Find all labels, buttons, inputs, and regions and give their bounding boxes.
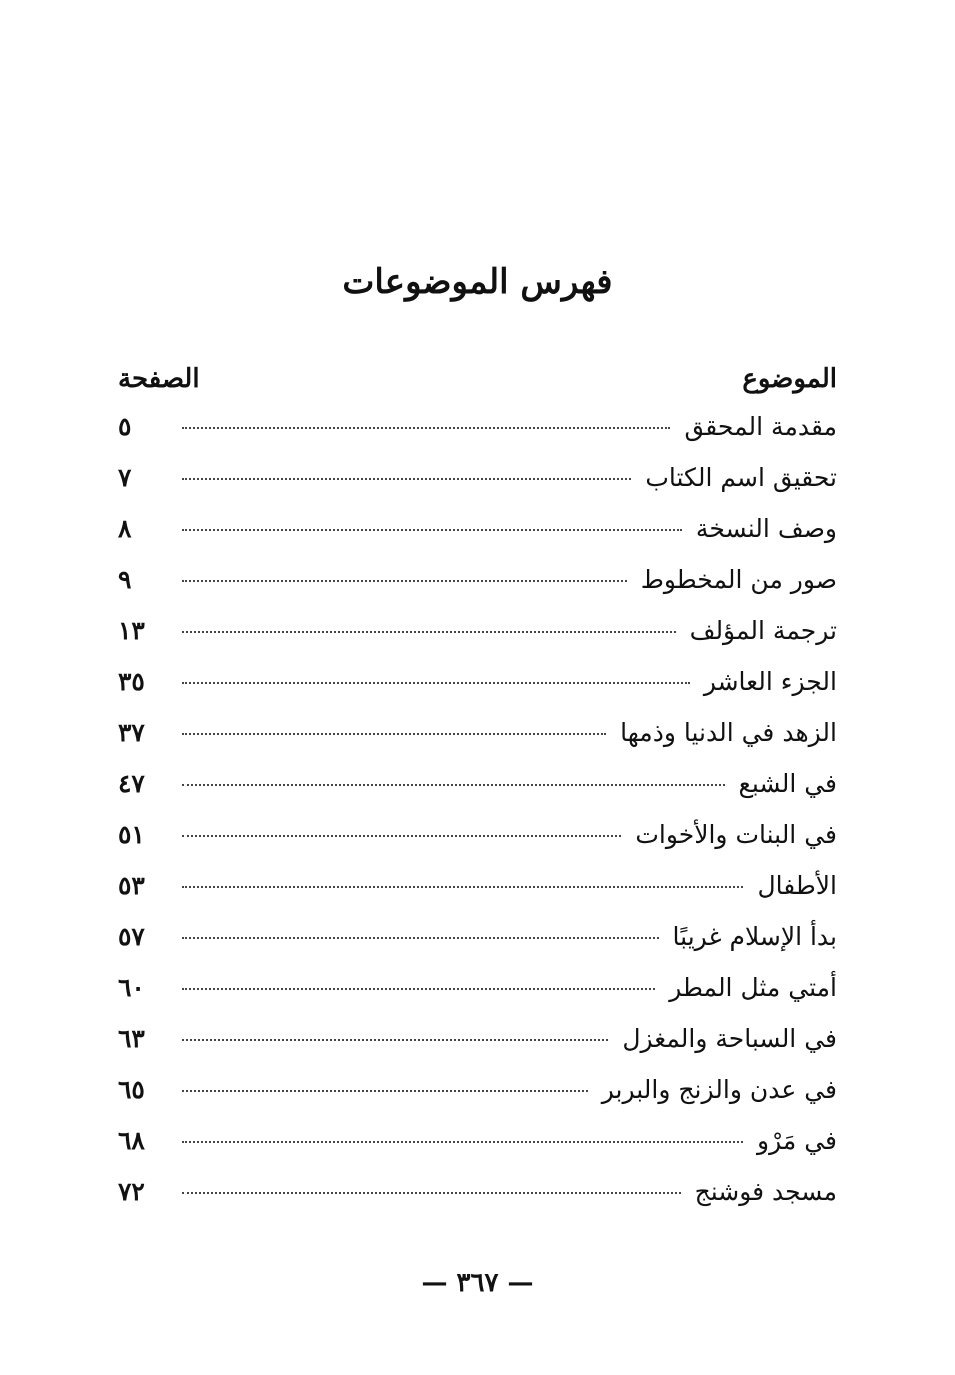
toc-entry-page: ٣٥ — [118, 667, 145, 696]
dot-leader — [182, 1192, 681, 1194]
toc-entry-page: ٦٨ — [118, 1126, 145, 1155]
dot-leader — [182, 784, 725, 786]
toc-entry-page: ٥٣ — [118, 871, 145, 900]
dot-leader — [182, 937, 659, 939]
dot-leader — [182, 580, 627, 582]
toc-entry-topic: في الشبع — [738, 769, 837, 798]
toc-entry-topic: صور من المخطوط — [640, 565, 837, 594]
toc-entry-page: ٥٧ — [118, 922, 145, 951]
toc-entry — [118, 1177, 837, 1228]
toc-entry-page: ٨ — [118, 514, 132, 543]
toc-entry-page: ٦٥ — [118, 1075, 145, 1104]
topic-column-header: الموضوع — [742, 364, 837, 394]
toc-entry-page: ٥١ — [118, 820, 145, 849]
toc-entry — [118, 514, 837, 565]
toc-entry — [118, 565, 837, 616]
page-number-footer — [0, 1268, 955, 1298]
toc-entry-topic: في مَرْو — [757, 1126, 837, 1155]
dot-leader — [182, 682, 690, 684]
toc-entry-page: ٧٢ — [118, 1177, 145, 1206]
dot-leader — [182, 733, 606, 735]
toc-entry-page: ٦٣ — [118, 1024, 145, 1053]
page-title: فهرس الموضوعات — [342, 262, 613, 302]
toc-entry — [118, 667, 837, 718]
toc-entry-page: ٧ — [118, 463, 132, 492]
dot-leader — [182, 1141, 743, 1143]
dot-leader — [182, 478, 631, 480]
toc-entry-topic: الجزء العاشر — [703, 667, 837, 696]
toc-entry — [118, 616, 837, 667]
toc-entry-topic: في عدن والزنج والبربر — [601, 1075, 837, 1104]
dot-leader — [182, 1090, 588, 1092]
toc-entry-topic: مسجد فوشنج — [694, 1177, 837, 1206]
toc-entry-topic: ترجمة المؤلف — [689, 616, 837, 645]
dot-leader — [182, 631, 676, 633]
toc-entry-topic: الأطفال — [757, 871, 837, 900]
toc-entry-topic: في السباحة والمغزل — [622, 1024, 837, 1053]
toc-entry — [118, 820, 837, 871]
toc-entry-page: ٦٠ — [118, 973, 145, 1002]
toc-entry-page: ٥ — [118, 412, 132, 441]
toc-entry-page: ٤٧ — [118, 769, 145, 798]
toc-entry — [118, 973, 837, 1024]
toc-entry — [118, 463, 837, 514]
toc-entry-topic: الزهد في الدنيا وذمها — [620, 718, 837, 747]
toc-entry — [118, 1024, 837, 1075]
toc-entry — [118, 718, 837, 769]
toc-entry-topic: تحقيق اسم الكتاب — [645, 463, 837, 492]
toc-entry-page: ٩ — [118, 565, 132, 594]
toc-entry — [118, 871, 837, 922]
toc-header — [118, 364, 837, 412]
toc-entry-topic: وصف النسخة — [695, 514, 837, 543]
table-of-contents — [118, 364, 837, 1228]
toc-entry-page: ٣٧ — [118, 718, 145, 747]
page-column-header: الصفحة — [118, 364, 200, 394]
dot-leader — [182, 529, 682, 531]
page-number: — ٣٦٧ — — [421, 1268, 534, 1298]
dot-leader — [182, 988, 655, 990]
toc-entry — [118, 922, 837, 973]
toc-entry-topic: أمتي مثل المطر — [669, 973, 837, 1002]
dot-leader — [182, 886, 743, 888]
dot-leader — [182, 427, 670, 429]
toc-entry-topic: مقدمة المحقق — [684, 412, 837, 441]
toc-entry-topic: بدأ الإسلام غريبًا — [672, 922, 837, 951]
toc-entry-topic: في البنات والأخوات — [635, 820, 837, 849]
dot-leader — [182, 1039, 608, 1041]
toc-entry — [118, 412, 837, 463]
dot-leader — [182, 835, 621, 837]
toc-entry — [118, 769, 837, 820]
toc-entry — [118, 1126, 837, 1177]
toc-entry-page: ١٣ — [118, 616, 145, 645]
toc-entry — [118, 1075, 837, 1126]
